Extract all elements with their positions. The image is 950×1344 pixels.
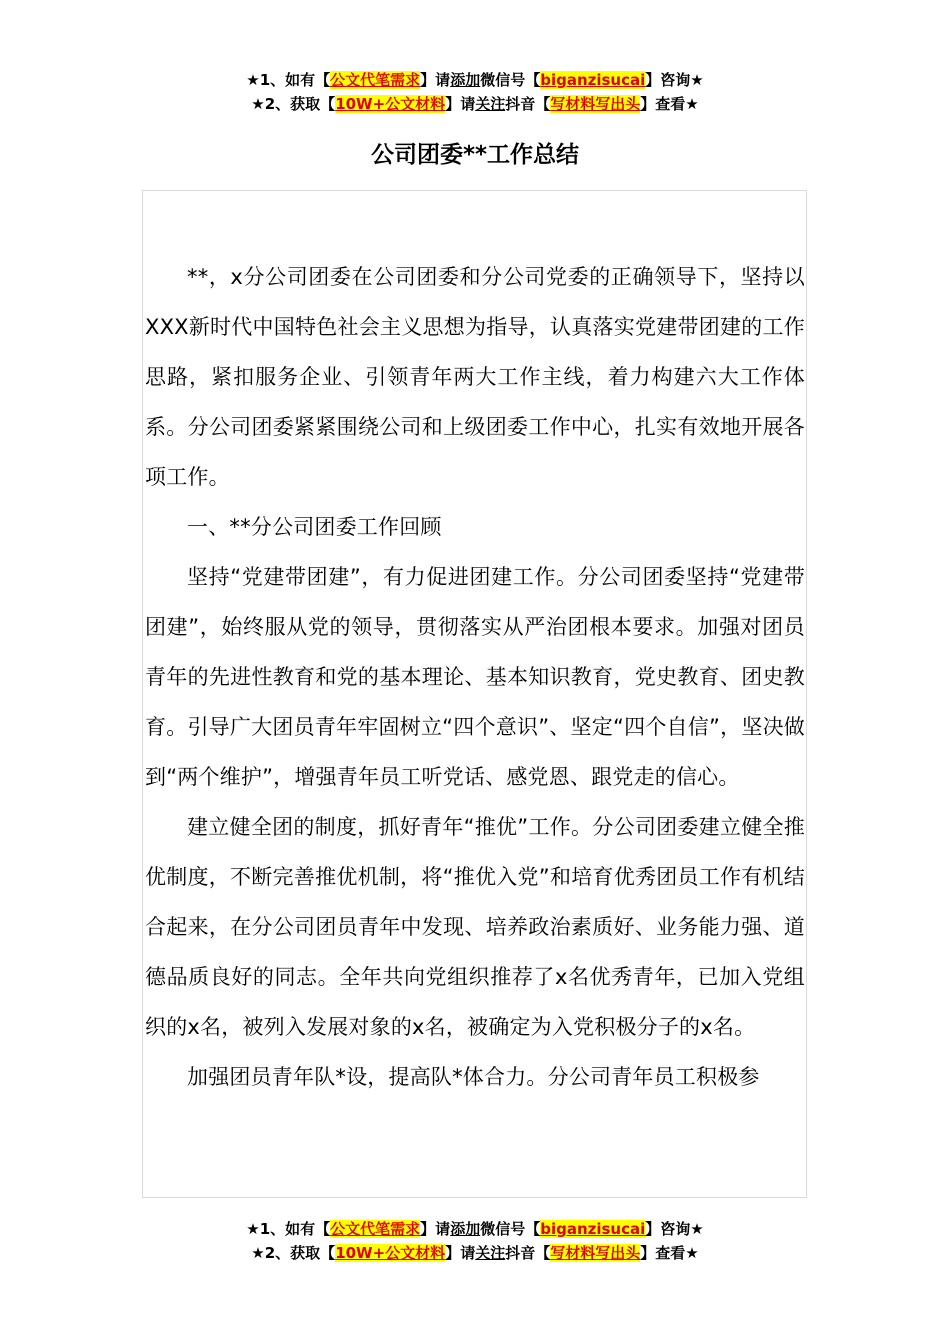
highlight-materials: 10W+公文材料 (335, 1244, 446, 1262)
highlight-service: 公文代笔需求 (330, 1220, 421, 1238)
highlight-service: 公文代笔需求 (330, 71, 421, 89)
highlight-douyin-id: 写材料写出头 (550, 95, 641, 113)
paragraph-party-building: 坚持“党建带团建”，有力促进团建工作。分公司团委坚持“党建带团建”，始终服从党的领导，贯彻落实从严治团根本要求。加强对团员青年的先进性教育和党的基本理论、基本知识教育，党史教育、团史教育。引导广大团员青年牢固树立“四个意识”、坚定“四个自信”，坚决做到“两个维护”，增强青年员工听党话、感党恩、跟党走的信心。 (145, 565, 805, 789)
highlight-douyin-id: 写材料写出头 (550, 1244, 641, 1262)
promo-line-1: ★1、如有【公文代笔需求】请添加微信号【biganzisucai】咨询★ (246, 71, 704, 89)
highlight-materials: 10W+公文材料 (335, 95, 446, 113)
promo-line-2: ★2、获取【10W+公文材料】请关注抖音【写材料写出头】查看★ (251, 1244, 699, 1262)
promo-line-1: ★1、如有【公文代笔需求】请添加微信号【biganzisucai】咨询★ (246, 1220, 704, 1238)
paragraph-team-building: 加强团员青年队*设，提高队*体合力。分公司青年员工积极参 (187, 1065, 760, 1089)
promo-line-2: ★2、获取【10W+公文材料】请关注抖音【写材料写出头】查看★ (251, 95, 699, 113)
promo-footer (0, 1217, 950, 1265)
section-heading: 一、**分公司团委工作回顾 (187, 515, 442, 539)
document-title: 公司团委**工作总结 (370, 142, 580, 168)
paragraph-intro: **，x分公司团委在公司团委和分公司党委的正确领导下，坚持以XXX新时代中国特色社会主义思想为指导，认真落实党建带团建的工作思路，紧扣服务企业、引领青年两大工作主线，着力构建六大工作体系。分公司团委紧紧围绕公司和上级团委工作中心，扎实有效地开展各项工作。 (145, 265, 805, 489)
highlight-wechat-id: biganzisucai (540, 1220, 646, 1238)
promo-header (0, 68, 950, 116)
highlight-wechat-id: biganzisucai (540, 71, 646, 89)
paragraph-recommendation: 建立健全团的制度，抓好青年“推优”工作。分公司团委建立健全推优制度，不断完善推优机制，将“推优入党”和培育优秀团员工作有机结合起来，在分公司团员青年中发现、培养政治素质好、业务能力强、道德品质良好的同志。全年共向党组织推荐了x名优秀青年，已加入党组织的x名，被列入发展对象的x名，被确定为入党积极分子的x名。 (145, 815, 805, 1039)
document-body (145, 252, 805, 1102)
